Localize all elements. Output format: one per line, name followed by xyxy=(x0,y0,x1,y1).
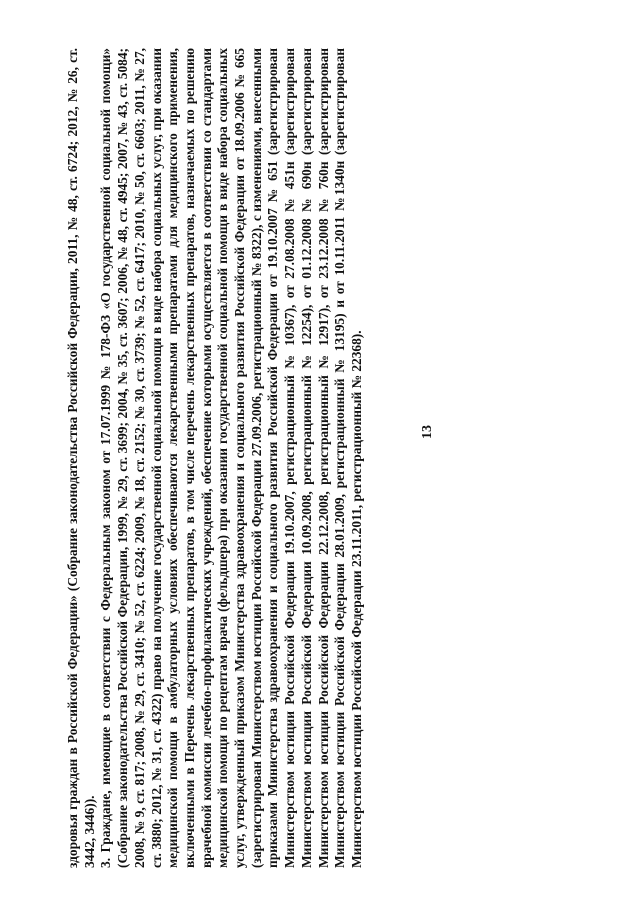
page-number: 13 xyxy=(420,425,435,439)
paragraph-item-3: 3. Граждане, имеющие в соответствии с Федеральным законом от 17.07.1999 № 178-ФЗ «О государственной социальной помощи» (Собрание законодательства Российской Федерации, 1999, № 29, ст. 3699; 2004, № 35, ст. 3607; 2006, № 48, ст. 4945; 2007, № 43, ст. 5084; 2008, № 9, ст. 817; 2008, № 29, ст. 3410; № 52, ст. 6224; 2009, № 18, ст. 2152; № 30, ст. 3739; № 52, ст. 6417; 2010, № 50, ст. 6603; 2011, № 27, ст. 3880; 2012, № 31, ст. 4322) право на получение государственной социальной помощи в виде набора социальных услуг, при оказании медицинской помощи в амбулаторных условиях обеспечиваются лекарственными препаратами для медицинского применения, включенными в Перечень лекарственных препаратов, в том числе перечень лекарственных препаратов, назначаемых по решению врачебной комиссии лечебно-профилактических учреждений, обеспечение которыми осуществляется в соответствии со стандартами медицинской помощи по рецептам врача (фельдшера) при оказании государственной социальной помощи в виде набора социальных услуг, утвержденный приказом Министерства здравоохранения и социального развития Российской Федерации от 18.09.2006 № 665 (зарегистрирован Министерством юстиции Российской Федерации 27.09.2006, регистрационный № 8322), с изменениями, внесенными приказами Министерства здравоохранения и социального развития Российской Федерации от 19.10.2007 № 651 (зарегистрирован Министерством юстиции Российской Федерации 19.10.2007, регистрационный № 10367), от 27.08.2008 № 451н (зарегистрирован Министерством юстиции Российской Федерации 10.09.2008, регистрационный № 12254), от 01.12.2008 № 690н (зарегистрирован Министерством юстиции Российской Федерации 22.12.2008, регистрационный № 12917), от 23.12.2008 № 760н (зарегистрирован Министерством юстиции Российской Федерации 28.01.2009, регистрационный № 13195) и от 10.11.2011 №1340н (зарегистрирован Министерством юстиции Российской Федерации 23.11.2011, регистрационный № 22368). xyxy=(98,48,364,868)
rotated-text-block xyxy=(65,48,395,868)
paragraph-continuation: здоровья граждан в Российской Федерации» (Собрание законодательства Российской Федерации, 2011, № 48, ст. 6724; 2012, № 26, ст. 3442, 3446)). xyxy=(65,48,97,868)
